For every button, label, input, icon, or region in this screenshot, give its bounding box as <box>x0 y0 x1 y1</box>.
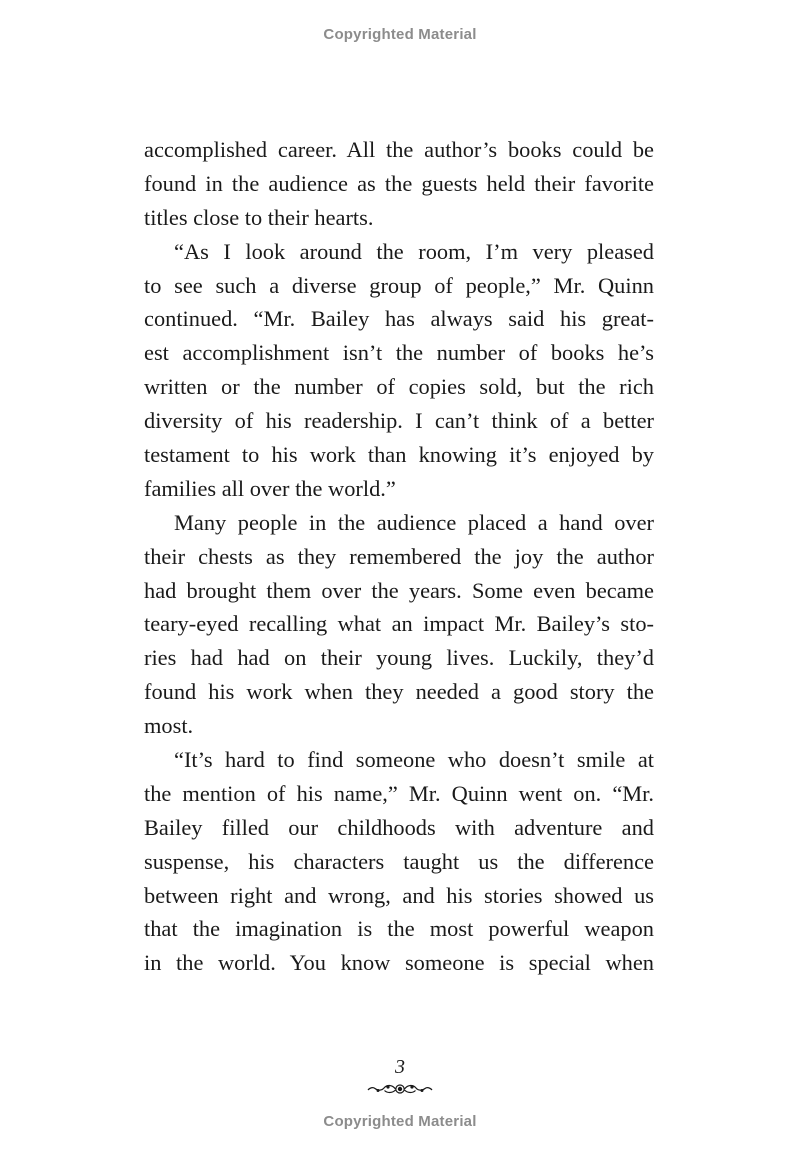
flourish-ornament-icon <box>366 1082 434 1096</box>
text-line: found in the audience as the guests held their favorite <box>144 170 654 196</box>
text-line: written or the number of copies sold, but the rich <box>144 374 654 400</box>
text-line: diversity of his readership. I can’t think of a better <box>144 408 654 434</box>
watermark-top: Copyrighted Material <box>323 26 477 43</box>
text-line: continued. “Mr. Bailey has always said his great- <box>144 306 654 332</box>
text-line: testament to his work than knowing it’s enjoyed by <box>144 442 654 468</box>
text-line: to see such a diverse group of people,” Mr. Quinn <box>144 272 654 298</box>
text-line: “As I look around the room, I’m very pleased <box>174 238 654 264</box>
text-line: their chests as they remembered the joy the author <box>144 543 654 569</box>
text-line: Many people in the audience placed a hand over <box>174 509 654 535</box>
text-line: between right and wrong, and his stories showed us <box>144 882 654 908</box>
text-line: that the imagination is the most powerful weapon <box>144 916 654 942</box>
text-line: titles close to their hearts. <box>144 204 374 230</box>
text-line: found his work when they needed a good story the <box>144 679 654 705</box>
text-line: est accomplishment isn’t the number of books he’s <box>144 340 654 366</box>
text-line: the mention of his name,” Mr. Quinn went on. “Mr. <box>144 780 654 806</box>
text-line: families all over the world.” <box>144 475 396 501</box>
text-line: suspense, his characters taught us the difference <box>144 848 654 874</box>
text-line: accomplished career. All the author’s books could be <box>144 137 654 162</box>
body-text <box>144 133 654 980</box>
text-line: most. <box>144 713 194 739</box>
text-line: ries had had on their young lives. Luckily, they’d <box>144 645 654 671</box>
text-line: in the world. You know someone is special when <box>144 950 654 976</box>
text-line: Bailey filled our childhoods with adventure and <box>144 814 654 840</box>
text-line: teary-eyed recalling what an impact Mr. Bailey’s sto- <box>144 611 654 637</box>
page-number: 3 <box>395 1056 405 1078</box>
text-line: “It’s hard to find someone who doesn’t smile at <box>174 747 654 773</box>
watermark-bottom: Copyrighted Material <box>323 1113 477 1130</box>
text-line: had brought them over the years. Some even became <box>144 577 654 603</box>
